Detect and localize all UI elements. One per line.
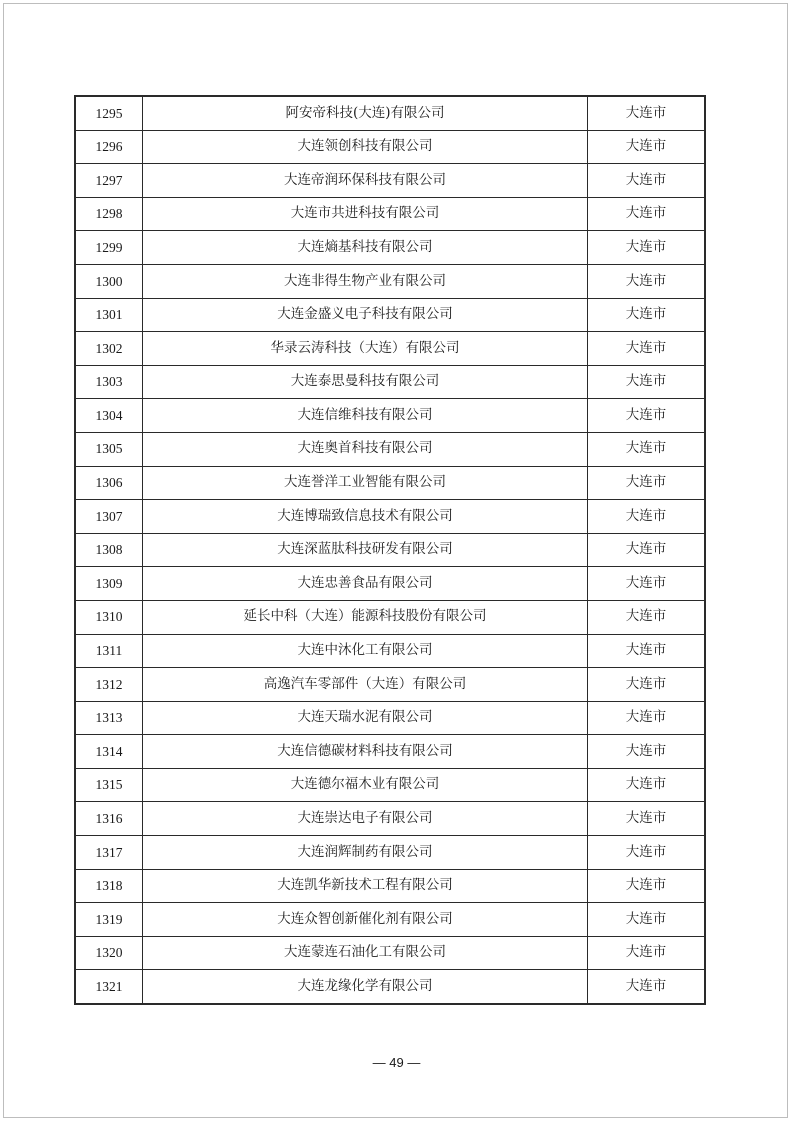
city-cell: 大连市 xyxy=(588,802,706,836)
table-row xyxy=(75,936,705,970)
table-row xyxy=(75,264,705,298)
city-cell: 大连市 xyxy=(588,231,706,265)
row-number-cell: 1317 xyxy=(75,836,143,870)
row-number-cell: 1312 xyxy=(75,668,143,702)
table-row xyxy=(75,432,705,466)
city-cell: 大连市 xyxy=(588,466,706,500)
company-name-cell: 高逸汽车零部件（大连）有限公司 xyxy=(143,668,588,702)
city-cell: 大连市 xyxy=(588,399,706,433)
company-name-cell: 大连忠善食品有限公司 xyxy=(143,567,588,601)
table-row xyxy=(75,231,705,265)
row-number-cell: 1301 xyxy=(75,298,143,332)
row-number-cell: 1295 xyxy=(75,96,143,130)
table-row xyxy=(75,365,705,399)
city-cell: 大连市 xyxy=(588,164,706,198)
row-number-cell: 1314 xyxy=(75,735,143,769)
company-name-cell: 阿安帝科技(大连)有限公司 xyxy=(143,96,588,130)
company-name-cell: 大连博瑞致信息技术有限公司 xyxy=(143,500,588,534)
row-number-cell: 1303 xyxy=(75,365,143,399)
city-cell: 大连市 xyxy=(588,197,706,231)
table-row xyxy=(75,903,705,937)
company-name-cell: 大连泰思曼科技有限公司 xyxy=(143,365,588,399)
row-number-cell: 1304 xyxy=(75,399,143,433)
company-name-cell: 大连帝润环保科技有限公司 xyxy=(143,164,588,198)
city-cell: 大连市 xyxy=(588,869,706,903)
company-name-cell: 延长中科（大连）能源科技股份有限公司 xyxy=(143,600,588,634)
city-cell: 大连市 xyxy=(588,836,706,870)
city-cell: 大连市 xyxy=(588,936,706,970)
company-table-body xyxy=(75,96,705,1004)
row-number-cell: 1299 xyxy=(75,231,143,265)
row-number-cell: 1320 xyxy=(75,936,143,970)
page-number: — 49 — xyxy=(372,1055,421,1070)
company-name-cell: 大连众智创新催化剂有限公司 xyxy=(143,903,588,937)
city-cell: 大连市 xyxy=(588,298,706,332)
company-name-cell: 大连蒙连石油化工有限公司 xyxy=(143,936,588,970)
table-row xyxy=(75,567,705,601)
company-name-cell: 大连深蓝肽科技研发有限公司 xyxy=(143,533,588,567)
table-row xyxy=(75,164,705,198)
row-number-cell: 1319 xyxy=(75,903,143,937)
table-row xyxy=(75,668,705,702)
city-cell: 大连市 xyxy=(588,432,706,466)
table-row xyxy=(75,869,705,903)
company-name-cell: 大连信维科技有限公司 xyxy=(143,399,588,433)
company-name-cell: 大连熵基科技有限公司 xyxy=(143,231,588,265)
table-row xyxy=(75,634,705,668)
row-number-cell: 1316 xyxy=(75,802,143,836)
city-cell: 大连市 xyxy=(588,130,706,164)
table-row xyxy=(75,399,705,433)
city-cell: 大连市 xyxy=(588,264,706,298)
table-row xyxy=(75,970,705,1004)
company-name-cell: 大连领创科技有限公司 xyxy=(143,130,588,164)
city-cell: 大连市 xyxy=(588,567,706,601)
table-row xyxy=(75,130,705,164)
table-row xyxy=(75,836,705,870)
row-number-cell: 1298 xyxy=(75,197,143,231)
row-number-cell: 1297 xyxy=(75,164,143,198)
table-row xyxy=(75,735,705,769)
company-name-cell: 大连崇达电子有限公司 xyxy=(143,802,588,836)
company-name-cell: 大连信德碳材料科技有限公司 xyxy=(143,735,588,769)
company-name-cell: 大连龙缘化学有限公司 xyxy=(143,970,588,1004)
city-cell: 大连市 xyxy=(588,668,706,702)
city-cell: 大连市 xyxy=(588,634,706,668)
row-number-cell: 1308 xyxy=(75,533,143,567)
row-number-cell: 1321 xyxy=(75,970,143,1004)
company-name-cell: 华录云涛科技（大连）有限公司 xyxy=(143,332,588,366)
city-cell: 大连市 xyxy=(588,96,706,130)
company-name-cell: 大连市共进科技有限公司 xyxy=(143,197,588,231)
table-row xyxy=(75,500,705,534)
city-cell: 大连市 xyxy=(588,600,706,634)
company-table xyxy=(74,95,706,1005)
city-cell: 大连市 xyxy=(588,735,706,769)
company-name-cell: 大连天瑞水泥有限公司 xyxy=(143,701,588,735)
row-number-cell: 1309 xyxy=(75,567,143,601)
row-number-cell: 1305 xyxy=(75,432,143,466)
company-name-cell: 大连誉洋工业智能有限公司 xyxy=(143,466,588,500)
company-name-cell: 大连润辉制药有限公司 xyxy=(143,836,588,870)
row-number-cell: 1318 xyxy=(75,869,143,903)
row-number-cell: 1315 xyxy=(75,768,143,802)
city-cell: 大连市 xyxy=(588,365,706,399)
table-row xyxy=(75,802,705,836)
company-name-cell: 大连非得生物产业有限公司 xyxy=(143,264,588,298)
table-row xyxy=(75,701,705,735)
city-cell: 大连市 xyxy=(588,533,706,567)
table-row xyxy=(75,600,705,634)
row-number-cell: 1300 xyxy=(75,264,143,298)
row-number-cell: 1313 xyxy=(75,701,143,735)
table-row xyxy=(75,197,705,231)
company-name-cell: 大连凯华新技术工程有限公司 xyxy=(143,869,588,903)
table-row xyxy=(75,298,705,332)
row-number-cell: 1306 xyxy=(75,466,143,500)
city-cell: 大连市 xyxy=(588,701,706,735)
city-cell: 大连市 xyxy=(588,970,706,1004)
city-cell: 大连市 xyxy=(588,768,706,802)
company-name-cell: 大连中沐化工有限公司 xyxy=(143,634,588,668)
row-number-cell: 1307 xyxy=(75,500,143,534)
company-name-cell: 大连德尔福木业有限公司 xyxy=(143,768,588,802)
table-row xyxy=(75,96,705,130)
company-name-cell: 大连奥首科技有限公司 xyxy=(143,432,588,466)
table-row xyxy=(75,533,705,567)
row-number-cell: 1302 xyxy=(75,332,143,366)
company-name-cell: 大连金盛义电子科技有限公司 xyxy=(143,298,588,332)
table-row xyxy=(75,332,705,366)
city-cell: 大连市 xyxy=(588,332,706,366)
row-number-cell: 1310 xyxy=(75,600,143,634)
row-number-cell: 1311 xyxy=(75,634,143,668)
row-number-cell: 1296 xyxy=(75,130,143,164)
table-row xyxy=(75,466,705,500)
city-cell: 大连市 xyxy=(588,903,706,937)
city-cell: 大连市 xyxy=(588,500,706,534)
table-row xyxy=(75,768,705,802)
